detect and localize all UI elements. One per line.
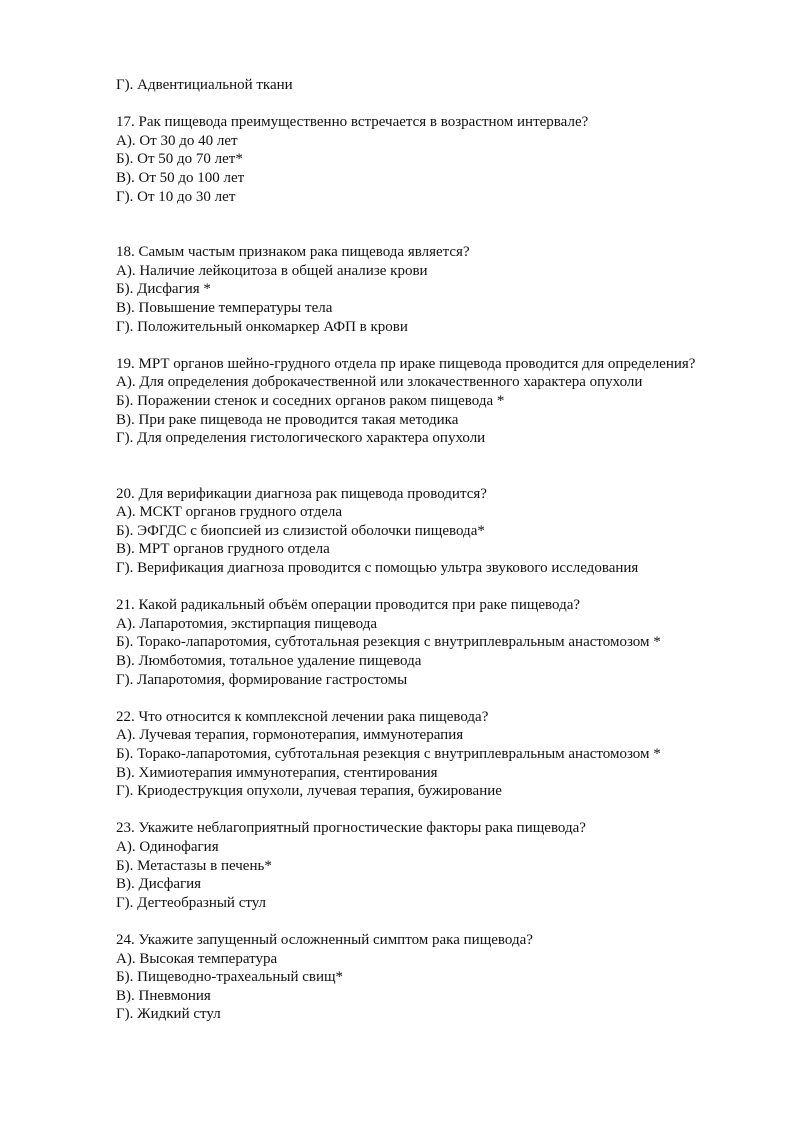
spacer	[116, 448, 776, 485]
spacer	[116, 801, 776, 820]
question-text: 18. Самым частым признаком рака пищевода является?	[116, 244, 470, 261]
answer-option: А). МСКТ органов грудного отдела	[116, 504, 343, 521]
answer-option: А). От 30 до 40 лет	[116, 132, 238, 149]
answer-option: Б). От 50 до 70 лет*	[116, 151, 243, 168]
answer-option: В). От 50 до 100 лет	[116, 169, 245, 186]
spacer	[116, 578, 776, 597]
question-block-20	[116, 485, 776, 578]
question-block-24	[116, 931, 776, 1024]
answer-option: В). При раке пищевода не проводится такая методика	[116, 411, 459, 428]
question-block-19	[116, 355, 776, 448]
answer-option: Б). Дисфагия *	[116, 281, 211, 298]
question-text: 21. Какой радикальный объём операции проводится при раке пищевода?	[116, 597, 581, 614]
question-text: 19. МРТ органов шейно-грудного отдела пр ираке пищевода проводится для определения?	[116, 355, 696, 372]
question-block-23	[116, 819, 776, 912]
answer-option: Б). Торако-лапаротомия, субтотальная резекция с внутриплевральным анастомозом *	[116, 746, 661, 762]
spacer	[116, 95, 776, 114]
answer-option: Б). ЭФГДС с биопсией из слизистой оболочки пищевода*	[116, 522, 485, 539]
question-text: 20. Для верификации диагноза рак пищевода проводится?	[116, 485, 487, 502]
answer-option: А). Наличие лейкоцитоза в общей анализе крови	[116, 262, 428, 279]
question-text: 23. Укажите неблагоприятный прогностические факторы рака пищевода?	[116, 820, 586, 837]
answer-option: В). Люмботомия, тотальное удаление пищевода	[116, 653, 422, 670]
answer-option: В). Дисфагия	[116, 876, 202, 893]
spacer	[116, 912, 776, 931]
intro-line: Г). Адвентициальной ткани	[116, 77, 293, 93]
answer-option: Г). Верификация диагноза проводится с помощью ультра звукового исследования	[116, 560, 639, 577]
answer-option: А). Лапаротомия, экстирпация пищевода	[116, 615, 378, 632]
question-text: 17. Рак пищевода преимущественно встречается в возрастном интервале?	[116, 114, 589, 131]
answer-option: Г). Лапаротомия, формирование гастростомы	[116, 671, 408, 688]
question-block-21	[116, 596, 776, 689]
answer-option: Г). Дегтеобразный стул	[116, 894, 267, 911]
answer-option: В). Пневмония	[116, 987, 211, 1004]
question-text: 24. Укажите запущенный осложненный симптом рака пищевода?	[116, 931, 533, 948]
spacer	[116, 689, 776, 708]
answer-option: Б). Торако-лапаротомия, субтотальная резекция с внутриплевральным анастомозом *	[116, 634, 661, 651]
answer-option: А). Для определения доброкачественной или злокачественного характера опухоли	[116, 374, 643, 391]
answer-option: А). Одинофагия	[116, 838, 219, 855]
answer-option: Г). Криодеструкция опухоли, лучевая терапия, бужирование	[116, 783, 502, 800]
answer-option: А). Лучевая терапия, гормонотерапия, иммунотерапия	[116, 727, 464, 744]
answer-option: В). Химиотерапия иммунотерапия, стентирования	[116, 764, 438, 781]
spacer	[116, 336, 776, 355]
answer-option: В). МРТ органов грудного отдела	[116, 541, 330, 558]
answer-option: Г). От 10 до 30 лет	[116, 188, 236, 205]
answer-option: Г). Положительный онкомаркер АФП в крови	[116, 318, 408, 335]
question-block-22	[116, 708, 776, 801]
answer-option: Б). Поражении стенок и соседних органов раком пищевода *	[116, 392, 505, 409]
answer-option: Г). Жидкий стул	[116, 1006, 221, 1023]
document-page	[116, 76, 776, 1024]
answer-option: Б). Метастазы в печень*	[116, 857, 272, 874]
answer-option: А). Высокая температура	[116, 950, 278, 967]
spacer	[116, 206, 776, 243]
question-block-17	[116, 113, 776, 206]
question-block-18	[116, 243, 776, 336]
answer-option: В). Повышение температуры тела	[116, 299, 333, 316]
answer-option: Г). Для определения гистологического характера опухоли	[116, 430, 486, 447]
question-text: 22. Что относится к комплексной лечении рака пищевода?	[116, 708, 489, 725]
answer-option: Б). Пищеводно-трахеальный свищ*	[116, 969, 344, 986]
